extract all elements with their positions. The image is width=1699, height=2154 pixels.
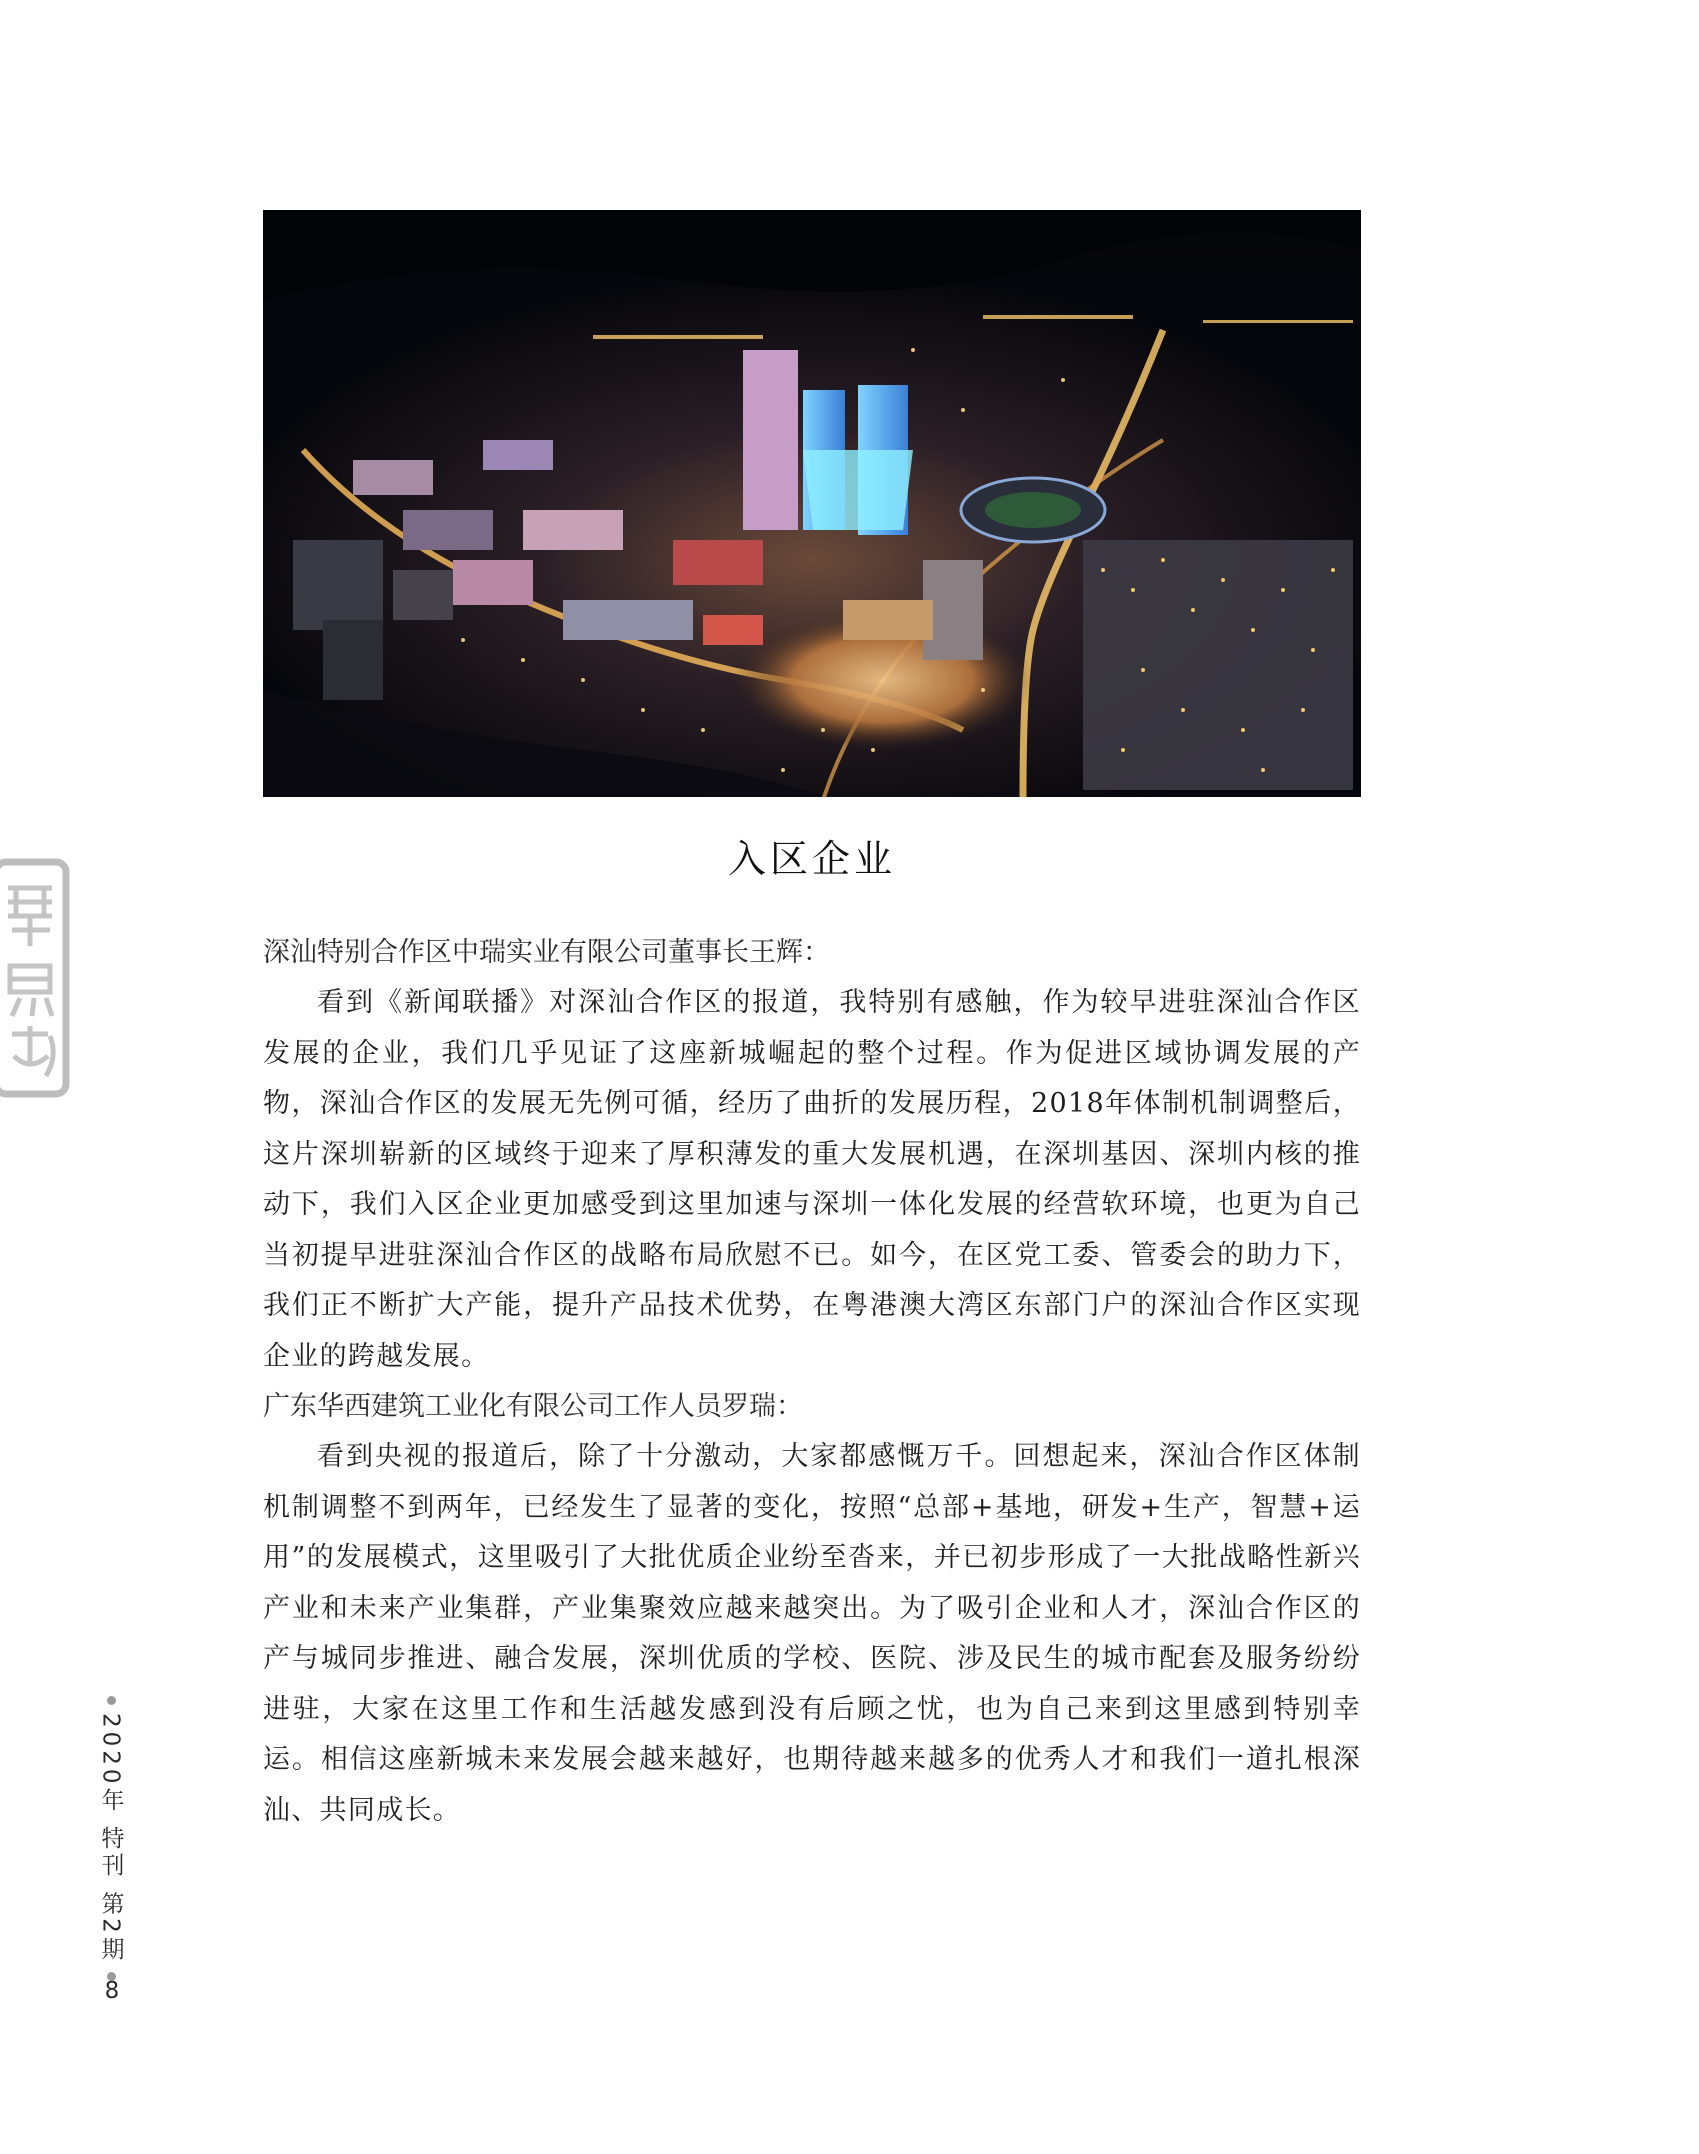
section-title: 入区企业 (727, 837, 896, 881)
night-aerial-city-photo (263, 210, 1361, 797)
speaker-name: 广东华西建筑工业化有限公司工作人员罗瑞： (263, 1391, 803, 1422)
page-number: 8 (104, 1978, 120, 2004)
issue-text: 2020年 特刊 第2期 (97, 1713, 124, 1964)
testimonial-1 (263, 928, 1361, 1382)
testimonial-text: 看到《新闻联播》对深汕合作区的报道，我特别有感触，作为较早进驻深汕合作区发展的企业，我们几乎见证了这座新城崛起的整个过程。作为促进区域协调发展的产物，深汕合作区的发展无先例可循，经历了曲折的发展历程，2018年体制机制调整后，这片深圳崭新的区域终于迎来了厚积薄发的重大发展机遇，在深圳基因、深圳内核的推动下，我们入区企业更加感受到这里加速与深圳一体化发展的经营软环境，也更为自己当初提早进驻深汕合作区的战略布局欣慰不已。如今，在区党工委、管委会的助力下，我们正不断扩大产能，提升产品技术优势，在粤港澳大湾区东部门户的深汕合作区实现企业的跨越发展。 (263, 987, 1361, 1372)
bullet-dot-icon (107, 1696, 116, 1705)
seal-graphic (0, 858, 70, 1100)
seal-stamp (0, 858, 70, 1100)
issue-label (90, 1688, 132, 1989)
testimonial-text: 看到央视的报道后，除了十分激动，大家都感慨万千。回想起来，深汕合作区体制机制调整不到两年，已经发生了显著的变化，按照“总部+基地，研发+生产，智慧+运用”的发展模式，这里吸引了大批优质企业纷至沓来，并已初步形成了一大批战略性新兴产业和未来产业集群，产业集聚效应越来越突出。为了吸引企业和人才，深汕合作区的产与城同步推进、融合发展，深圳优质的学校、医院、涉及民生的城市配套及服务纷纷进驻，大家在这里工作和生活越发感到没有后顾之忧，也为自己来到这里感到特别幸运。相信这座新城未来发展会越来越好，也期待越来越多的优秀人才和我们一道扎根深汕、共同成长。 (263, 1441, 1361, 1826)
speaker-name: 深汕特别合作区中瑞实业有限公司董事长王辉： (263, 937, 830, 968)
testimonial-2 (263, 1382, 1361, 1836)
